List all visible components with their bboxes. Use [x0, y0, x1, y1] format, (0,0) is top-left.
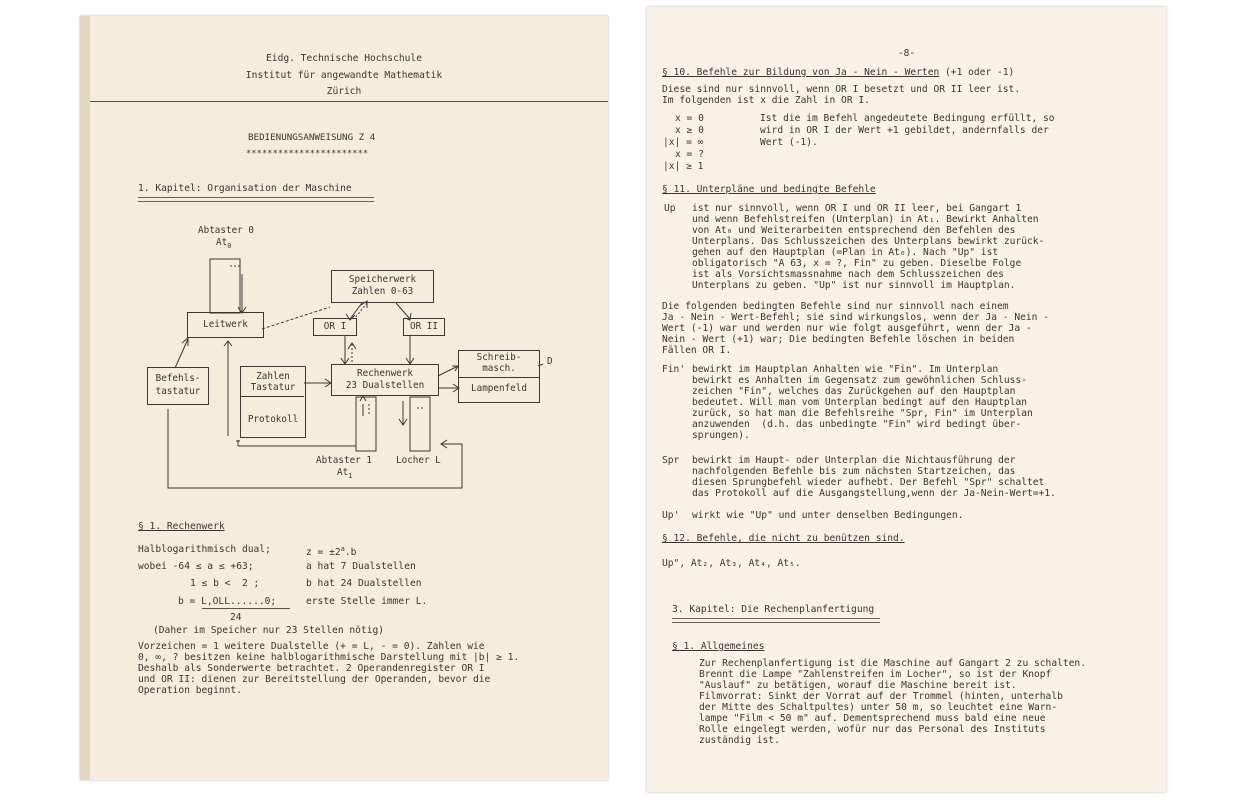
fin-text-2: bewirkt es Anhalten im Gegensatz zum gewöhnlichen Schluss- — [692, 375, 1028, 386]
spr-label: Spr — [662, 455, 680, 466]
s1-text-5: der Mitte des Schaltpultes) unter 50 m, so leuchtet eine Warn- — [699, 702, 1058, 713]
cond-para-1: Die folgenden bedingten Befehle sind nur sinnvoll nach einem — [662, 301, 1009, 312]
zahlen-label-2: Tastatur — [250, 382, 296, 393]
section-11-heading: § 11. Unterpläne und bedingte Befehle — [662, 184, 876, 195]
speicherwerk-box — [331, 270, 434, 303]
s10-desc-3: Wert (-1). — [760, 137, 818, 148]
fin-text-1: bewirkt im Hauptplan Anhalten wie "Fin". Im Unterplan — [692, 364, 999, 375]
s10-cond-5: |x| ≥ 1 — [663, 161, 704, 172]
speicherwerk-label-1: Speicherwerk — [348, 274, 417, 285]
chapter-3-rule — [672, 618, 880, 623]
header-line-3: Zürich — [326, 86, 362, 97]
s1-text-3: "Auslauf" zu betätigen, worauf die Maschine bereit ist. — [699, 680, 1017, 691]
formula-underbrace — [202, 608, 290, 609]
s10-cond-3: |x| = ∞ — [663, 137, 704, 148]
leitwerk-label: Leitwerk — [203, 319, 248, 330]
fin-text-3: zeichen "Fin", welches das Zurückgehen auf den Hauptplan — [692, 386, 1016, 397]
lampenfeld-label: Lampenfeld — [471, 383, 527, 394]
s1-text-4: Filmvorrat: Sinkt der Vorrat auf der Trommel (hinten, unterhalb — [699, 691, 1063, 702]
spr-text-4: das Protokoll auf die Ausgangstellung,wenn der Ja-Nein-Wert=+1. — [692, 488, 1056, 499]
schreibmasch-label-1: Schreib- — [476, 352, 522, 363]
up-text-2: und wenn Befehlstreifen (Unterplan) in At₁. Bewirkt Anhalten — [692, 214, 1039, 225]
s1-text-8: zuständig ist. — [699, 735, 780, 746]
section-10-heading: § 10. Befehle zur Bildung von Ja - Nein - Werten (+1 oder -1) — [662, 67, 1015, 78]
at1-label: $At_1$ — [337, 467, 353, 480]
chapter-3-heading: 3. Kapitel: Die Rechenplanfertigung — [672, 604, 875, 615]
s10-cond-1: x = 0 — [675, 113, 704, 124]
header-line-1: Eidg. Technische Hochschule — [266, 53, 422, 64]
befehlstastatur-box — [147, 367, 209, 405]
para-line-4: und OR II: dienen zur Bereitstellung der Operanden, bevor die — [138, 674, 491, 685]
para-line-5: Operation beginnt. — [138, 685, 242, 696]
cond-para-2: Ja - Nein - Wert-Befehl; sie sind wirkungslos, wenn der Ja - Nein - — [662, 312, 1049, 323]
befehlstastatur-label-2: tastatur — [155, 386, 201, 397]
doc-title: BEDIENUNGSANWEISUNG Z 4 — [248, 132, 376, 143]
output-box — [458, 350, 540, 403]
para-line-2: 0, ∞, ? besitzen keine halblogarithmische Darstellung mit |b| ≥ 1. — [138, 652, 520, 663]
abtaster-0-label: Abtaster 0 — [198, 225, 254, 236]
formula-note: (Daher im Speicher nur 23 Stellen nötig) — [153, 625, 385, 636]
rechenwerk-label-1: Rechenwerk — [357, 368, 413, 379]
s1-text-2: Brennt die Lampe "Zahlenstreifen im Locher", so ist der Knopf — [699, 669, 1052, 680]
section-12-heading: § 12. Befehle, die nicht zu benützen sind. — [662, 533, 905, 544]
s10-cond-2: x ≥ 0 — [675, 125, 704, 136]
left-page — [80, 16, 608, 780]
s10-desc-2: wird in OR I der Wert +1 gebildet, andernfalls der — [760, 125, 1049, 136]
cond-para-5: Fällen OR I. — [662, 345, 732, 356]
formula-underbrace-count: 24 — [230, 612, 242, 623]
or1-box — [313, 318, 357, 336]
formula-line-3-right: b hat 24 Dualstellen — [306, 578, 422, 589]
formula-line-4-left: b = L,OLL......0; — [178, 596, 277, 607]
fin-text-7: sprungen). — [692, 430, 750, 441]
rechenwerk-box — [331, 364, 439, 396]
header-line-2: Institut für angewandte Mathematik — [245, 70, 443, 81]
up-text-7: ist als Vorsichtsmassnahme nach dem Schlusszeichen des — [692, 269, 1004, 280]
para-line-1: Vorzeichen = 1 weitere Dualstelle (+ = L, - = 0). Zahlen wie — [138, 641, 485, 652]
up-label: Up — [664, 203, 676, 214]
s1-text-7: Rolle eingelegt werden, wofür nur das Personal des Instituts — [699, 724, 1046, 735]
d-label: D — [547, 356, 553, 367]
right-page — [647, 7, 1166, 792]
or1-label: OR I — [323, 321, 347, 332]
zahlen-label-1: Zahlen — [256, 371, 290, 382]
s10-cond-4: x = ? — [675, 149, 704, 160]
s12-list: Up", At₂, At₃, At₄, At₅. — [662, 558, 801, 569]
title-stars: *********************** — [246, 149, 369, 159]
fin-text-4: bedeutet. Will man vom Unterplan bedingt auf den Hauptplan — [692, 397, 1028, 408]
at0-label: $At_0$ — [216, 237, 232, 250]
up-text-1: ist nur sinnvoll, wenn OR I und OR II leer, bei Gangart 1 — [692, 203, 1022, 214]
formula-line-1-right: $z = \pm 2^a.b$ — [306, 545, 357, 559]
rechenwerk-label-2: 23 Dualstellen — [345, 380, 425, 391]
spr-text-2: nachfolgenden Befehle bis zum nächsten Startzeichen, das — [692, 466, 1016, 477]
or2-label: OR II — [410, 321, 438, 332]
schreibmasch-label-2: masch. — [482, 363, 516, 374]
or2-box — [403, 318, 445, 336]
formula-line-1-left: Halblogarithmisch dual; — [138, 544, 271, 555]
chapter-1-heading: 1. Kapitel: Organisation der Maschine — [138, 183, 352, 194]
diagram-lines — [80, 16, 608, 516]
cond-para-4: Nein - Wert (+1) war; Die bedingten Befehle löschen in beiden — [662, 334, 1015, 345]
page-number: -8- — [897, 48, 916, 59]
cond-para-3: Wert (-1) war und werden nur wie folgt ausgeführt, wenn der Ja - — [662, 323, 1032, 334]
fin-text-5: zurück, so hat man die Befehlsreihe "Spr, Fin" im Unterplan — [692, 408, 1033, 419]
s10-intro-2: Im folgenden ist x die Zahl in OR I. — [662, 95, 870, 106]
up-text-6: obligatorisch "A 63, x = ?, Fin" zu geben. Dieselbe Folge — [692, 258, 1022, 269]
up-text-4: Unterplans. Das Schlusszeichen des Unterplans bewirkt zurück- — [692, 236, 1045, 247]
formula-line-2-left: wobei -64 ≤ a ≤ +63; — [138, 561, 254, 572]
protokoll-label: Protokoll — [247, 414, 299, 425]
formula-line-4-right: erste Stelle immer L. — [306, 596, 428, 607]
s10-desc-1: Ist die im Befehl angedeutete Bedingung erfüllt, so — [760, 113, 1055, 124]
zahlen-tastatur-box — [240, 366, 306, 438]
formula-line-3-left: 1 ≤ b < 2 ; — [190, 578, 260, 589]
befehlstastatur-label-1: Befehls- — [155, 373, 201, 384]
up2-text: wirkt wie "Up" und unter denselben Bedingungen. — [692, 510, 964, 521]
speicherwerk-label-2: Zahlen 0-63 — [351, 286, 414, 297]
spr-text-3: diesen Sprungbefehl wieder aufhebt. Der Befehl "Spr" schaltet — [692, 477, 1045, 488]
up-text-8: Unterplans zu geben. "Up" ist nur sinnvoll im Hauptplan. — [692, 280, 1016, 291]
leitwerk-box — [187, 312, 264, 338]
up-text-5: gehen auf den Hauptplan (=Plan in At₀). Nach "Up" ist — [692, 247, 999, 258]
para-line-3: Deshalb als Sonderwerte betrachtet. 2 Operandenregister OR I — [138, 663, 485, 674]
spr-text-1: bewirkt im Haupt- oder Unterplan die Nichtausführung der — [692, 455, 1016, 466]
s1-text-6: lampe "Film < 50 m" auf. Dementsprechend muss bald eine neue — [699, 713, 1046, 724]
up-text-3: von At₀ und Weiterarbeiten entsprechend den Befehlen des — [692, 225, 1016, 236]
abtaster-1-label: Abtaster 1 — [316, 455, 372, 466]
up2-label: Up' — [662, 510, 680, 521]
section-1-heading: § 1. Rechenwerk — [138, 521, 225, 532]
locher-label: Locher L — [396, 455, 441, 466]
fin-label: Fin' — [662, 364, 686, 375]
chapter-3-section-1-heading: § 1. Allgemeines — [672, 641, 765, 652]
fin-text-6: anzuwenden (d.h. das unbedingte "Fin" wird bedingt über- — [692, 419, 1022, 430]
formula-line-2-right: a hat 7 Dualstellen — [306, 561, 416, 572]
s10-intro-1: Diese sind nur sinnvoll, wenn OR I besetzt und OR II leer ist. — [662, 84, 1021, 95]
s1-text-1: Zur Rechenplanfertigung ist die Maschine auf Gangart 2 zu schalten. — [699, 658, 1086, 669]
